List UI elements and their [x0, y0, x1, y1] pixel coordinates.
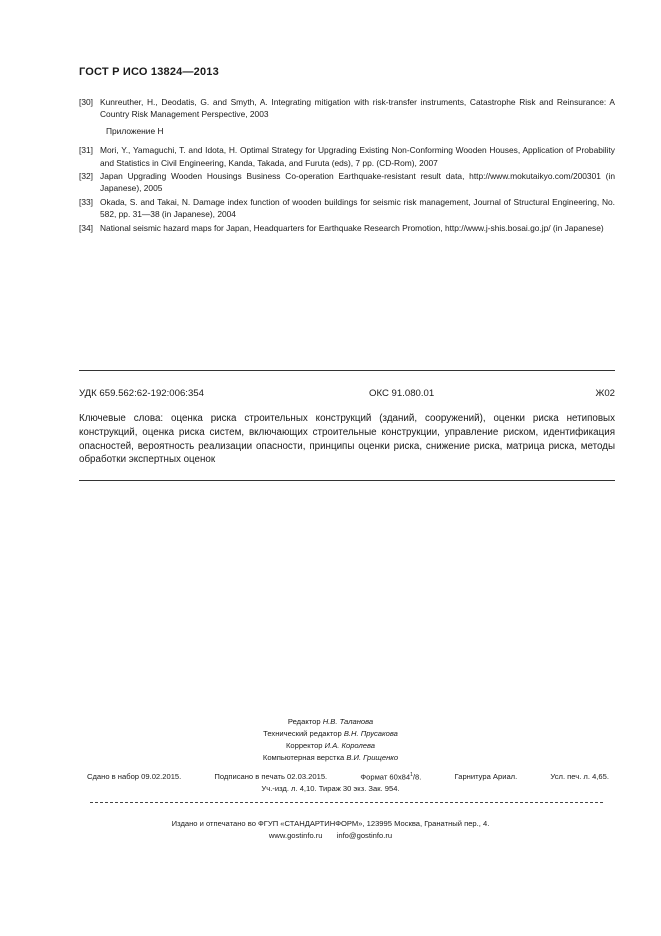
- reference-number: [32]: [79, 171, 93, 182]
- reference-text: Japan Upgrading Wooden Housings Business Co-operation Earthquake-resistant result data, http://www.mokutaikyo.com/200301 (in Japanese), 2005: [100, 171, 615, 194]
- editor-name: Н.В. Таланова: [322, 717, 374, 726]
- reference-item: [79, 170, 615, 195]
- editor-label: Редактор: [287, 717, 321, 726]
- reference-number: [34]: [79, 222, 93, 233]
- format-suffix: /8.: [412, 772, 422, 782]
- font-info: Гарнитура Ариал.: [454, 772, 518, 781]
- reference-text: Okada, S. and Takai, N. Damage index function of wooden buildings for seismic risk management, Journal of Structural Engineering, No. 582, pp. 31—38 (in Japanese), 2004: [100, 196, 615, 220]
- appendix-label: Приложение Н: [106, 125, 164, 136]
- publisher-contacts: [0, 830, 661, 842]
- reference-text: Kunreuther, H., Deodatis, G. and Smyth, A. Integrating mitigation with risk-transfer instruments, Catastrophe Risk and Reinsurance: A Country Risk Management Perspective, 2003: [100, 97, 615, 120]
- reference-item: [79, 96, 615, 121]
- reference-number: [30]: [79, 97, 93, 107]
- divider-bottom: [79, 480, 615, 481]
- udk-code: УДК 659.562:62-192:006:354: [79, 388, 204, 399]
- dashed-divider: [90, 802, 603, 803]
- tech-editor-label: Технический редактор: [263, 729, 342, 738]
- format-prefix: Формат 60x84: [360, 772, 411, 782]
- reference-text: National seismic hazard maps for Japan, Headquarters for Earthquake Research Promotion, http://www.j-shis.bosai.go.jp/ (in Japanese): [100, 222, 604, 233]
- divider-top: [79, 370, 615, 371]
- publisher-address: Издано и отпечатано во ФГУП «СТАНДАРТИНФОРМ», 123995 Москва, Гранатный пер., 4.: [171, 819, 490, 828]
- format-sup: 1: [410, 772, 413, 778]
- classification-row: [79, 388, 615, 399]
- tech-editor-line: [0, 728, 661, 740]
- reference-item: [79, 222, 615, 234]
- reference-item: [79, 196, 615, 221]
- layout-label: Компьютерная верстка: [262, 753, 345, 762]
- references-list: [79, 96, 615, 235]
- print-pages: Усл. печ. л. 4,65.: [550, 772, 609, 781]
- tech-editor-name: В.Н. Прусакова: [343, 729, 398, 738]
- email-link[interactable]: info@gostinfo.ru: [336, 831, 393, 840]
- corrector-line: [0, 740, 661, 752]
- signed-date: Подписано в печать 02.03.2015.: [214, 772, 328, 781]
- submitted-date: Сдано в набор 09.02.2015.: [87, 772, 182, 781]
- layout-name: В.И. Грищенко: [346, 753, 399, 762]
- okc-code: ОКС 91.080.01: [369, 388, 435, 399]
- editor-line: [0, 716, 661, 728]
- keywords-paragraph: Ключевые слова: оценка риска строительных конструкций (зданий, сооружений), оценки риска нетиповых конструкций, оценка риска систем, включающих строительные конструкции, управление риском, идентификация опасностей, вероятность реализации опасности, принципы оценки риска, снижение риска, матрица риска, методы обработки экспертных оценок: [79, 413, 615, 466]
- print-info-row: [87, 772, 609, 782]
- group-code: Ж02: [595, 388, 615, 399]
- document-header: ГОСТ Р ИСО 13824—2013: [79, 66, 219, 78]
- layout-line: [0, 752, 661, 764]
- paper-format: [360, 772, 421, 782]
- corrector-name: И.А. Королева: [324, 741, 376, 750]
- print-info-row-2: Уч.-изд. л. 4,10. Тираж 30 экз. Зак. 954.: [261, 784, 400, 793]
- reference-number: [33]: [79, 196, 93, 207]
- website-link[interactable]: www.gostinfo.ru: [268, 831, 323, 840]
- credits-block: [0, 716, 661, 764]
- publisher-block: [0, 818, 661, 842]
- reference-text: Mori, Y., Yamaguchi, T. and Idota, H. Optimal Strategy for Upgrading Existing Non-Conforming Wooden Houses, Application of Probability and Statistics in Civil Engineering, Kanda, Takada, and Furuta (eds), 7 pp. (CD-Rom), 2007: [100, 145, 615, 168]
- reference-number: [31]: [79, 145, 93, 156]
- corrector-label: Корректор: [285, 741, 323, 750]
- reference-item: [79, 144, 615, 169]
